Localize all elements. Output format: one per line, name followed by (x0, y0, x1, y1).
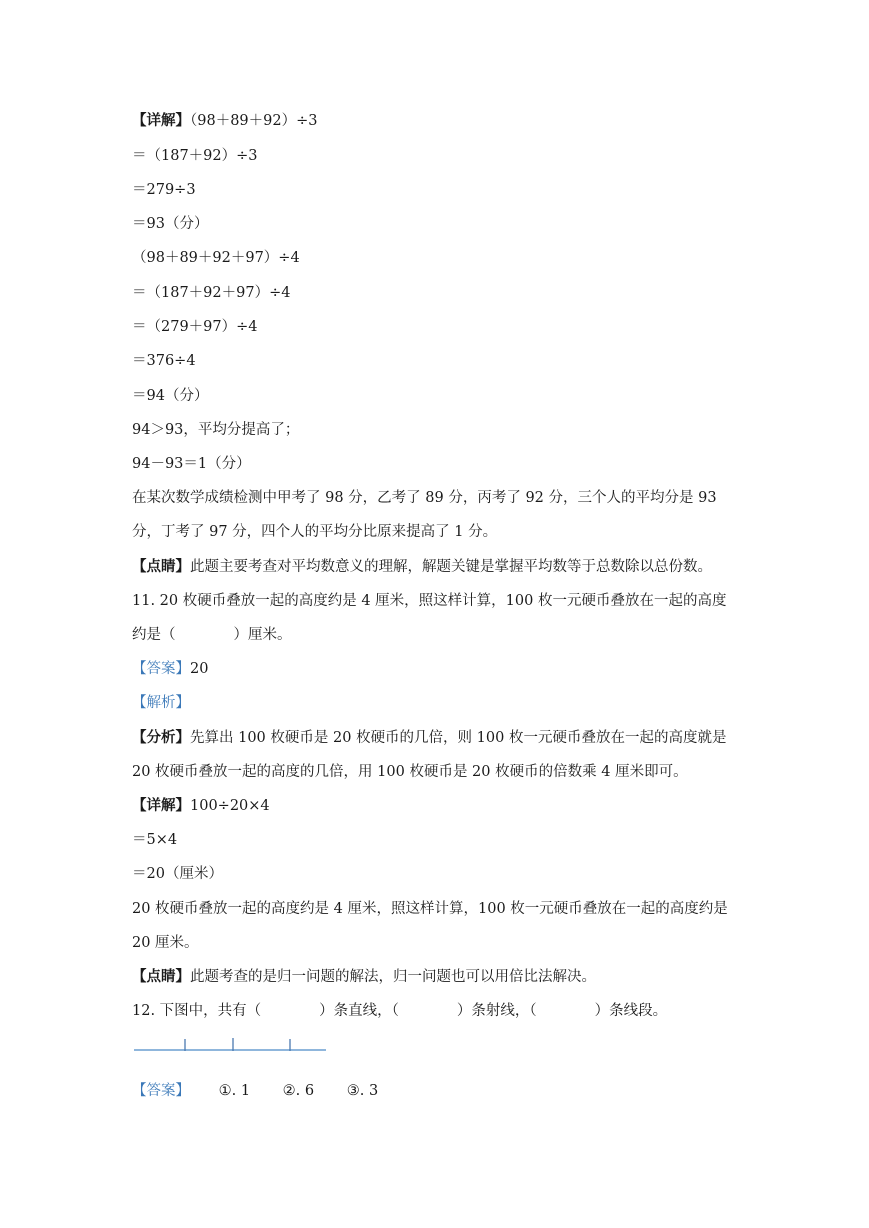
fenxi-tag: 【分析】 (132, 729, 190, 746)
conclusion-line: 20 枚硬币叠放一起的高度约是 4 厘米，照这样计算，100 枚一元硬币叠放在一起的高度约是 (132, 901, 728, 917)
detail-line (132, 111, 317, 131)
conclusion-line: 在某次数学成绩检测中甲考了 98 分，乙考了 89 分，丙考了 92 分，三个人的平均分是 93 (132, 490, 717, 506)
conclusion-line: 分，丁考了 97 分，四个人的平均分比原来提高了 1 分。 (132, 524, 498, 540)
calc-step: ＝94（分） (132, 388, 209, 404)
fenxi-line (132, 728, 726, 748)
answer-value: 20 (190, 661, 209, 677)
detail-expression: （98＋89＋92）÷3 (190, 113, 318, 129)
question-11-line: 11. 20 枚硬币叠放一起的高度约是 4 厘米，照这样计算，100 枚一元硬币叠放在一起的高度 (132, 593, 727, 609)
point-tag: 【点睛】 (132, 558, 190, 575)
comparison-line: 94＞93，平均分提高了； (132, 422, 300, 438)
calc-step: ＝（279＋97）÷4 (132, 319, 258, 335)
point-text: 此题主要考查对平均数意义的理解，解题关键是掌握平均数等于总数除以总份数。 (190, 559, 712, 575)
calc-step: （98＋89＋92＋97）÷4 (132, 250, 300, 266)
analysis-tag: 【解析】 (132, 695, 190, 711)
calc-step: ＝（187＋92＋97）÷4 (132, 285, 291, 301)
point-line (132, 967, 596, 987)
answer-tag: 【答案】 (132, 1083, 190, 1099)
calc-step: ＝20（厘米） (132, 866, 223, 882)
calc-step: ＝5×4 (132, 832, 178, 848)
answer-2: ②. 6 (282, 1083, 315, 1099)
calc-step: ＝93（分） (132, 216, 209, 232)
calc-step: ＝376÷4 (132, 353, 196, 369)
point-tag: 【点睛】 (132, 968, 190, 985)
fenxi-text: 先算出 100 枚硬币是 20 枚硬币的几倍，则 100 枚一元硬币叠放在一起的高度就是 (190, 730, 727, 746)
question-12-line: 12. 下图中，共有（ ）条直线，（ ）条射线，（ ）条线段。 (132, 1003, 668, 1019)
point-line (132, 557, 712, 577)
calc-step: ＝279÷3 (132, 182, 196, 198)
fenxi-line: 20 枚硬币叠放一起的高度的几倍，用 100 枚硬币是 20 枚硬币的倍数乘 4 厘米即可。 (132, 764, 688, 780)
answer-tag: 【答案】 (132, 661, 190, 677)
answer-1: ①. 1 (218, 1083, 251, 1099)
detail-tag: 【详解】 (132, 112, 190, 129)
detail-line (132, 796, 270, 816)
answer-line (132, 659, 208, 679)
detail-expression: 100÷20×4 (190, 798, 270, 814)
calc-step: ＝（187＋92）÷3 (132, 148, 258, 164)
conclusion-line: 20 厘米。 (132, 935, 199, 951)
calc-step: 94－93＝1（分） (132, 456, 251, 472)
point-text: 此题考查的是归一问题的解法，归一问题也可以用倍比法解决。 (190, 969, 596, 985)
detail-tag: 【详解】 (132, 797, 190, 814)
answer-3: ③. 3 (346, 1083, 379, 1099)
question-11-line: 约是（ ）厘米。 (132, 627, 292, 643)
line-diagram (132, 1033, 332, 1057)
answer-line (132, 1081, 378, 1101)
